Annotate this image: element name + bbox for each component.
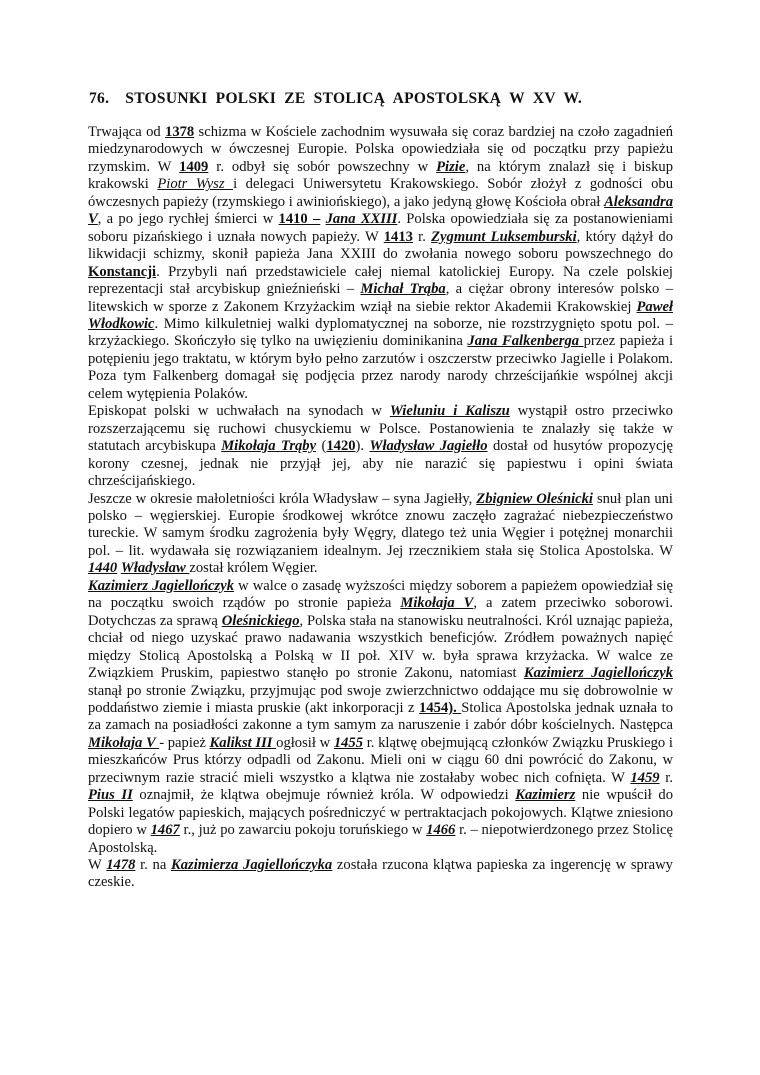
emphasized-term: Pizie bbox=[436, 158, 466, 175]
section-title: STOSUNKI POLSKI ZE STOLICĄ APOSTOLSKĄ W XV W. bbox=[125, 90, 583, 107]
paragraph bbox=[88, 578, 673, 857]
emphasized-term: Mikołaja Trąby bbox=[221, 438, 317, 455]
emphasized-term: Pius II bbox=[88, 787, 133, 804]
text-run: , a po jego rychłej śmierci w bbox=[97, 211, 279, 228]
text-run: ). bbox=[355, 438, 370, 455]
text-run: został królem Węgier. bbox=[189, 560, 318, 577]
text-run: r. odbył się sobór powszechny w bbox=[208, 158, 437, 175]
emphasized-term: 1410 – bbox=[278, 211, 321, 228]
text-run: oznajmił, że klątwa obejmuje również króla. W odpowiedzi bbox=[132, 787, 516, 804]
text-run: - papież bbox=[159, 734, 210, 751]
text-run: dostał od husytów propozycję korony czesnej, jednak nie przyjął jej, aby nie narazić się papiestwu i opini świata chrześcijańskiego. bbox=[88, 438, 673, 490]
text-run: Trwająca od bbox=[88, 124, 166, 140]
text-run: ogłosił w bbox=[276, 734, 334, 751]
emphasized-term: 1409 bbox=[179, 158, 209, 175]
emphasized-term: Zygmunt Luksemburski bbox=[431, 228, 577, 245]
emphasized-term: Konstancji bbox=[88, 263, 157, 280]
text-run: Jeszcze w okresie małoletniości króla Władysław – syna Jagiełły, bbox=[88, 490, 477, 507]
emphasized-term: Władysław bbox=[120, 560, 190, 577]
paragraph bbox=[88, 491, 673, 578]
emphasized-term: Aleksandra V bbox=[88, 193, 673, 228]
emphasized-term: Jana XXIII bbox=[325, 211, 398, 228]
text-run: ( bbox=[316, 438, 327, 455]
text-run: stanął po stronie Związku, przyjmując pod swoje zwierzchnictwo oddające mu się dobrowolnie w poddaństwo ziemie i miasta pruskie (akt inkorporacji z bbox=[88, 682, 673, 716]
text-run: nie wpuścił do Polski legatów papieskich, mających pośredniczyć w pertraktacjach pokojowych. Klątwe zniesiono dopiero w bbox=[88, 787, 673, 839]
paragraph bbox=[88, 403, 673, 490]
section-number: 76. bbox=[89, 90, 110, 107]
emphasized-term: 1478 bbox=[106, 857, 136, 874]
emphasized-term: Piotr Wysz bbox=[157, 176, 234, 193]
text-run: r. bbox=[412, 228, 432, 245]
text-run: r. klątwę obejmującą członków Związku Pruskiego i mieszkańców Prus którzy odpadli od Zakonu. Mieli oni w ciągu 60 dni powrócić do Zakonu, w przeciwnym razie stracić mieli wszystko a klątwa nie zostałaby wobec nich cofnięta. W bbox=[88, 734, 673, 786]
emphasized-term: 1467 bbox=[150, 822, 180, 839]
emphasized-term: Kazimierza Jagiellończyka bbox=[171, 857, 333, 874]
text-run: w walce o zasadę wyższości między soborem a papieżem opowiedział się na początku swoich rządów po stronie papieża bbox=[88, 577, 673, 612]
emphasized-term: Kalikst III bbox=[209, 734, 277, 751]
text-run: przez papieża i potępieniu jego traktatu, w którym było pełno zarzutów i oszczerstw przeciwko Jagielle i Polakom. Poza tym Falkenberg domagał się podjęcia przez narody narody chrześcijańkie wspólnej akcji celem wytępienia Polaków. bbox=[88, 333, 673, 402]
text-run: i delegaci Uniwersytetu Krakowskiego. Sobór złożył z godności obu ówczesnych papieży (rzymskiego i awiniońskiego), a jako jedyną głowę Kościoła obrał bbox=[88, 176, 673, 210]
text-run: snuł plan uni polsko – węgierskiej. Europie środkowej wkrótce znowu zaczęło zagrażać niebezpieczeństwo tureckie. W samym środku zagrożenia były Węgry, dlatego też unia Węgier i potężnej monarchii pol. – lit. wydawała się rozwiązaniem idealnym. Jej rzecznikiem stała się Stolica Apostolska. W bbox=[88, 490, 673, 559]
text-run: została rzucona klątwa papieska za ingerencję w sprawy czeskie. bbox=[88, 857, 673, 891]
text-run: Stolica Apostolska jednak uznała to za zamach na posiadłości zakonne a tym samym za naruszenie i zabór dóbr kościelnych. Następca bbox=[88, 699, 673, 734]
emphasized-term: Mikołaja V bbox=[400, 595, 474, 612]
emphasized-term: 1459 bbox=[630, 769, 660, 786]
emphasized-term: Wieluniu i Kaliszu bbox=[389, 403, 510, 420]
text-run: W bbox=[88, 857, 107, 874]
text-run: , a zatem przeciwko soborowi. Dotychczas za sprawą bbox=[88, 595, 673, 629]
text-run: r. – niepotwierdzonego przez Stolicę Apostolską. bbox=[88, 822, 673, 856]
text-run: , który dążył do likwidacji schizmy, skonił papieża Jana XXIII do zwołania nowego soboru powszechnego do bbox=[88, 228, 674, 263]
emphasized-term: Kazimierz Jagiellończyk bbox=[88, 577, 234, 594]
text-run: , Polska stała na stanowisku neutralności. Król uznając papieża, chciał od niego uzyskać prawo nadawania wszystkich beneficjów. Zródłem poważnych napięć między Stolicą Apostolską a Polską w II poł. XIV w. była sprawa krzyżacka. W walce ze Związkiem Pruskim, papiestwo stanęło po stronie Zakonu, natomiast bbox=[88, 612, 673, 682]
text-run: r. na bbox=[135, 857, 172, 874]
text-run: . Polska opowiedziała się za postanowieniami soboru pizańskiego i uznała nowych papieży. W bbox=[88, 211, 673, 245]
emphasized-term: Zbigniew Oleśnicki bbox=[476, 490, 593, 507]
text-run: r. bbox=[659, 769, 673, 786]
text-run: r., już po zawarciu pokoju toruńskiego w bbox=[179, 822, 427, 839]
emphasized-term: Kazimierz bbox=[515, 787, 576, 804]
emphasized-term: 1413 bbox=[383, 228, 413, 245]
paragraph bbox=[88, 857, 673, 892]
emphasized-term: 1455 bbox=[333, 734, 364, 751]
emphasized-term: 1420 bbox=[326, 438, 356, 455]
text-run: wystąpił ostro przeciwko rozszerzającemu się ruchowi chusyckiemu w Polsce. Postanowienia te znalazły się także w statutach arcybiskupa bbox=[88, 403, 673, 455]
text-run: . Mimo kilkuletniej walki dyplomatycznej na soborze, nie rozstrzygnięto spotu pol. – krzyżackiego. Skończyło się tylko na uwięzieniu dominikanina bbox=[88, 315, 673, 350]
document-body bbox=[88, 124, 673, 892]
emphasized-term: 1454). bbox=[419, 699, 462, 716]
emphasized-term: Michał Trąba bbox=[360, 281, 446, 298]
emphasized-term: 1378 bbox=[165, 124, 195, 140]
paragraph bbox=[88, 124, 673, 403]
emphasized-term: Władysław Jagiełło bbox=[369, 438, 488, 455]
emphasized-term: Jana Falkenberga bbox=[467, 333, 584, 350]
emphasized-term: 1440 bbox=[88, 560, 118, 577]
emphasized-term: Kazimierz Jagiellończyk bbox=[523, 665, 673, 682]
emphasized-term: Mikołaja V bbox=[88, 734, 160, 751]
text-run: , na którym znalazł się i biskup krakowski bbox=[88, 158, 673, 193]
text-run: schizma w Kościele zachodnim wysuwała się coraz bardziej na czoło zagadnień miedzynarodowych w ówczesnej Europie. Polska opowiedziała się od początku przy papieżu rzymskim. W bbox=[88, 124, 673, 175]
text-run: . Przybyli nań przedstawiciele całej niemal katolickiej Europy. Na czele polskiej reprezentacji stał arcybiskup gnieźnieński – bbox=[88, 263, 673, 298]
emphasized-term: 1466 bbox=[426, 822, 456, 839]
emphasized-term: Paweł Włodkowic bbox=[88, 298, 673, 332]
emphasized-term: Oleśnickiego bbox=[221, 612, 300, 629]
document-title bbox=[89, 90, 679, 108]
text-run: Episkopat polski w uchwałach na synodach w bbox=[88, 403, 390, 420]
text-run: , a ciężar obrony interesów polsko – litewskich w sporze z Zakonem Krzyżackim wziął na siebie rektor Akademii Krakowskiej bbox=[88, 281, 673, 315]
